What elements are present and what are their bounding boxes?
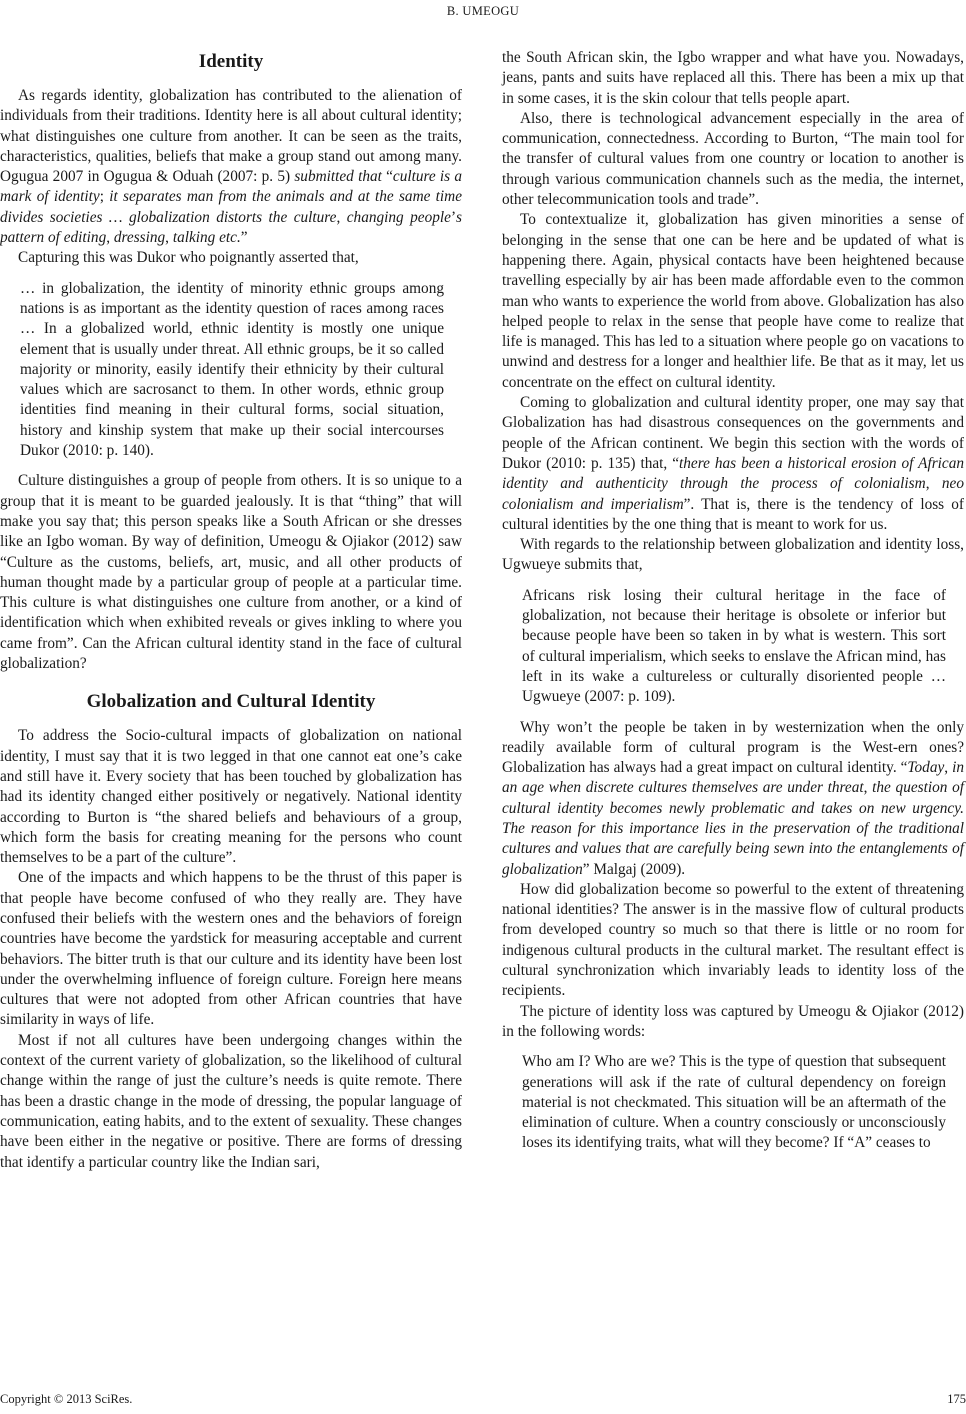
left-column: [0, 50, 462, 1173]
paragraph-cultural-change: Most if not all cultures have been undergoing changes within the context of the current variety of globalization, so the likelihood of cultural change within the range of just the culture’s needs is quite remote. There has been a drastic change in the mode of dressing, the popular language of communication, eating habits, and to the extent of sexuality. These changes have been either in the negative or positive. There are forms of dressing that identify a particular country like the Indian sari,: [0, 1031, 462, 1171]
page-number: 175: [947, 1392, 966, 1406]
block-quote-umeogu: Who am I? Who are we? This is the type of question that subsequent generations will ask if the rate of cultural dependency on foreign material is not checkmated. This situation will be an aftermath of the elimination of culture. When a country consciously or unconsciously loses its identifying traits, what will they become? If “A” ceases to: [522, 1053, 946, 1152]
paragraph-ugwueye-intro: With regards to the relationship between globalization and identity loss, Ugwueye submits that,: [502, 536, 964, 574]
running-head: B. UMEOGU: [446, 4, 520, 18]
copyright-notice: Copyright © 2013 SciRes.: [0, 1392, 133, 1406]
paragraph-identity-intro: As regards identity, globalization has contributed to the alienation of individuals from their traditions. Identity here is all about cultural identity; what distinguishes one culture from another. It can be seen as the traits, characteristics, qualities, beliefs that make a group stand out among many. Ogugua 2007 in Ogugua & Oduah (2007: p. 5) submitted that “culture is a mark of identity; it separates man from the animals and at the same time divides societies … globalization distorts the culture, changing people’s pattern of editing, dressing, talking etc.”: [0, 87, 462, 247]
heading-globalization-cultural-identity: Globalization and Cultural Identity: [86, 691, 376, 713]
paragraph-contextualize: To contextualize it, globalization has given minorities a sense of belonging in the sense that one can be here and be updated of what is happening there. Again, physical contacts have been heightened because travelling especially by air has been made affordable even to the common man who wants to experience the world from above. Globalization has also helped people to relax in the sense that people have come to realize that life is managed. This has led to a situation where people go on vacations to unwind and destress for a longer and healthier life. Be that as it may, let us concentrate on the effect on cultural identity.: [502, 211, 964, 391]
right-column: [502, 48, 964, 1164]
paragraph-confusion-identity: One of the impacts and which happens to be the thrust of this paper is that people have become confused of who they really are. They have confused their beliefs with the western ones and the behaviors of foreign countries have become the yardstick for measuring acceptable and current behaviors. The bitter truth is that our culture and its identity have been lost under the overwhelming influence of foreign culture. Foreign here means cultures that were not adopted from other African countries that have similarity in ways of life.: [0, 869, 462, 1029]
paragraph-culture-definition: Culture distinguishes a group of people from others. It is so unique to a group that it is meant to be guarded jealously. It is that “thing” that will make you say that; this person speaks like a South African or she dresses like an Igbo woman. By way of definition, Umeogu & Ojiakor (2012) saw “Culture as the customs, beliefs, art, music, and all other products of human thought made by a particular group of people at a particular time. This culture is what distinguishes one culture from another, or a kind of identification which when exhibited reveals or gives inkling to where you came from”. Can the African cultural identity stand in the face of cultural globalization?: [0, 472, 462, 673]
paragraph-continued-dressing: the South African skin, the Igbo wrapper and what have you. Nowadays, jeans, pants and suits have replaced all this. There has been a mix up that in some cases, it is the skin colour that tells people apart.: [502, 49, 964, 107]
paragraph-socio-cultural-impacts: To address the Socio-cultural impacts of globalization on national identity, I must say that it is two legged in that one cannot eat one’s cake and still have it. Every society that has been touched by globalization has had its identity changed either positively or negatively. National identity according to Burton is “the shared beliefs and behaviours of a group, which form the basis for creating meaning for the persons who count themselves to be a part of the culture”.: [0, 727, 462, 867]
block-quote-dukor: … in globalization, the identity of minority ethnic groups among nations is as important as the identity question of races among races … In a globalized world, ethnic identity is mostly one unique element that is usually under threat. All ethnic groups, be it so called majority or minority, easily identify their ethnicity by their cultural values which are sacrosanct to them. In other words, ethnic group identities find meaning in their cultural forms, social situation, history and kinship system that make up their social intercourses Dukor (2010: p. 140).: [20, 279, 444, 460]
paragraph-disastrous-consequences: Coming to globalization and cultural identity proper, one may say that Globalization has had disastrous consequences on the governments and people of the African continent. We begin this section with the words of Dukor (2010: p. 135) that, “there has been a historical erosion of African identity and authenticity through the process of colonialism, neo colonialism and imperialism”. That is, there is the tendency of loss of cultural identities by the one thing that is meant to work for us.: [502, 394, 965, 533]
heading-identity: Identity: [198, 51, 264, 72]
paragraph-identity-loss-picture: The picture of identity loss was captured by Umeogu & Ojiakor (2012) in the following words:: [502, 1002, 964, 1040]
paragraph-powerful-globalization: How did globalization become so powerful to the extent of threatening national identities? The answer is in the massive flow of cultural products from developed country so much so that there is little or no room for indigenous cultural products in the cultural market. The resultant effect is cultural synchronization which invariably leads to identity loss of the recipients.: [502, 880, 964, 1000]
paragraph-dukor-intro: Capturing this was Dukor who poignantly asserted that,: [18, 249, 359, 267]
paragraph-technology: Also, there is technological advancement especially in the area of communication, connectedness. According to Burton, “The main tool for the transfer of cultural values from one country or location to another is through various communication channels such as the media, the internet, other telecommunication tools and trade”.: [502, 109, 964, 209]
block-quote-ugwueye: Africans risk losing their cultural heritage in the face of globalization, not because their heritage is obsolete or inferior but because people have been so taken in by what is western. This sort of cultural imperialism, which seeks to enslave the African mind, has left in its wake a cultureless or culturally disoriented people … Ugwueye (2007: p. 109).: [522, 586, 946, 706]
paragraph-westernization: Why won’t the people be taken in by westernization when the only readily available form of cultural program is the West-ern ones? Globalization has always had a great impact on cultural identity. “Today, in an age when discrete cultures themselves are under threat, the question of cultural identity becomes newly problematic and takes on new urgency. The reason for this importance lies in the preservation of the traditional cultures and values that are carefully being sewn into the entanglements of globalization” Malgaj (2009).: [502, 718, 964, 878]
